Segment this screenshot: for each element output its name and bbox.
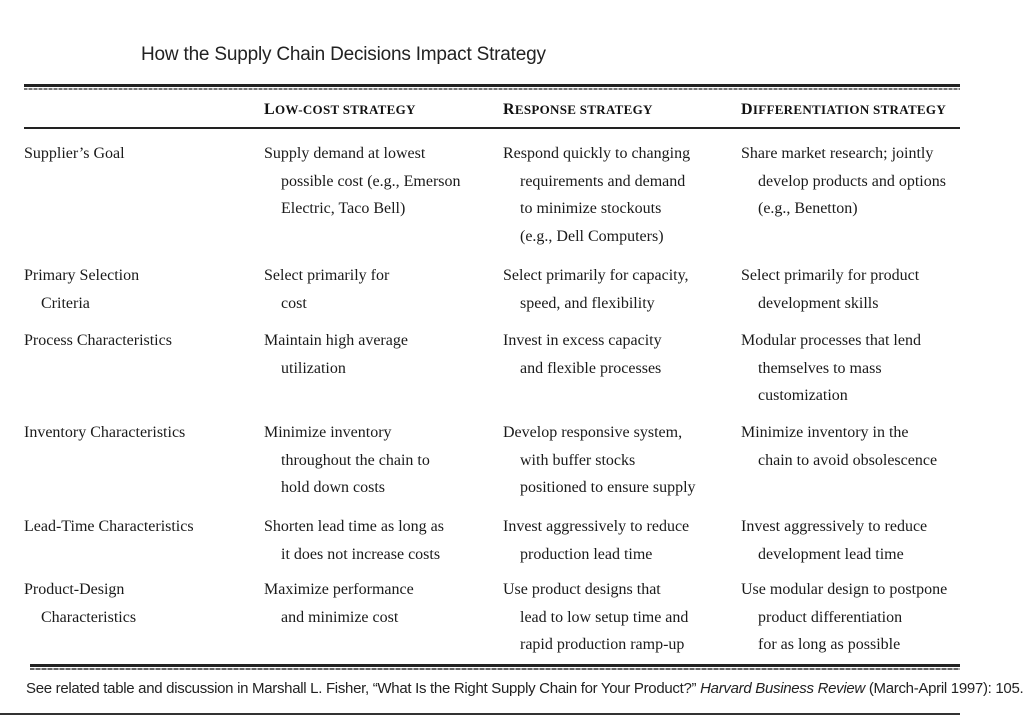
cell-line: (e.g., Benetton): [758, 200, 858, 217]
cell-line: production lead time: [520, 545, 653, 563]
row-label: [24, 576, 136, 631]
cell-line: (e.g., Dell Computers): [520, 227, 664, 245]
response-cell: [503, 327, 662, 382]
differentiation-cell: [741, 327, 921, 410]
cell-line: Invest in excess capacity: [503, 332, 662, 349]
low-cost-cell: [264, 327, 408, 382]
cell-line: Maintain high average: [264, 332, 408, 349]
page-title: How the Supply Chain Decisions Impact Strategy: [141, 44, 546, 65]
row-label: [24, 513, 194, 541]
cell-line: Primary Selection: [24, 267, 140, 284]
top-rule: [24, 84, 960, 87]
footnote-prefix: See related table and discussion in Marshall L. Fisher, “What Is the Right Supply Chain for Your Product?”: [26, 680, 697, 697]
differentiation-cell: [741, 419, 937, 474]
cell-line: Lead-Time Characteristics: [24, 518, 194, 535]
cell-line: it does not increase costs: [281, 545, 441, 563]
cell-line: develop products and options: [758, 172, 946, 190]
response-cell: [503, 140, 690, 250]
row-label: [24, 327, 172, 355]
cell-line: development lead time: [758, 545, 904, 563]
differentiation-cell: [741, 576, 947, 659]
bottom-rule: [30, 664, 960, 667]
cell-line: Supply demand at lowest: [264, 145, 426, 162]
column-header-low-cost: LOW-COST STRATEGY: [264, 101, 416, 118]
cell-line: Minimize inventory: [264, 424, 392, 441]
cell-line: and flexible processes: [520, 359, 662, 377]
differentiation-cell: [741, 140, 946, 223]
cell-line: Use product designs that: [503, 581, 661, 598]
response-cell: [503, 576, 688, 659]
cell-line: Shorten lead time as long as: [264, 518, 444, 535]
cell-line: Minimize inventory in the: [741, 424, 909, 441]
cell-line: Criteria: [41, 294, 90, 312]
cell-line: Select primarily for capacity,: [503, 267, 689, 284]
low-cost-cell: [264, 419, 430, 502]
cell-line: Develop responsive system,: [503, 424, 683, 441]
low-cost-cell: [264, 140, 461, 223]
cell-line: with buffer stocks: [520, 451, 636, 469]
footnote-suffix: (March-April 1997): 105.: [868, 680, 1023, 697]
cell-line: Characteristics: [41, 608, 137, 626]
cell-line: hold down costs: [281, 479, 385, 496]
row-label: [24, 262, 139, 317]
footnote-journal: Harvard Business Review: [700, 680, 865, 697]
top-rule-shadow: [24, 88, 960, 90]
cell-line: Select primarily for: [264, 267, 390, 284]
header-rule: [24, 127, 960, 129]
cell-line: Supplier’s Goal: [24, 145, 125, 162]
cell-line: and minimize cost: [281, 608, 399, 626]
row-label: [24, 419, 185, 447]
cell-line: Share market research; jointly: [741, 145, 934, 162]
cell-line: Invest aggressively to reduce: [503, 518, 690, 535]
cell-line: themselves to mass: [758, 359, 882, 377]
cell-line: Inventory Characteristics: [24, 424, 186, 441]
cell-line: possible cost (e.g., Emerson: [281, 172, 461, 190]
cell-line: Invest aggressively to reduce: [741, 518, 928, 535]
cell-line: to minimize stockouts: [520, 200, 662, 217]
cell-line: positioned to ensure supply: [520, 479, 696, 496]
differentiation-cell: [741, 262, 919, 317]
low-cost-cell: [264, 576, 414, 631]
cell-line: chain to avoid obsolescence: [758, 451, 938, 469]
cell-line: Product-Design: [24, 581, 125, 598]
cell-line: Electric, Taco Bell): [281, 200, 406, 217]
cell-line: Maximize performance: [264, 581, 414, 598]
cell-line: product differentiation: [758, 608, 903, 626]
low-cost-cell: [264, 513, 444, 568]
cell-line: Modular processes that lend: [741, 332, 921, 349]
cell-line: for as long as possible: [758, 636, 901, 653]
response-cell: [503, 262, 689, 317]
cell-line: lead to low setup time and: [520, 608, 689, 626]
cell-line: customization: [758, 387, 848, 404]
bottom-rule-shadow: [30, 668, 960, 670]
cell-line: requirements and demand: [520, 172, 686, 190]
cell-line: Select primarily for product: [741, 267, 920, 284]
source-footnote: [26, 680, 1023, 697]
row-label: [24, 140, 125, 168]
low-cost-cell: [264, 262, 389, 317]
cell-line: Use modular design to postpone: [741, 581, 948, 598]
cell-line: cost: [281, 294, 307, 312]
cell-line: rapid production ramp-up: [520, 636, 685, 653]
cell-line: speed, and flexibility: [520, 294, 655, 312]
cell-line: utilization: [281, 359, 346, 377]
column-header-differentiation: DIFFERENTIATION STRATEGY: [741, 101, 947, 118]
differentiation-cell: [741, 513, 927, 568]
response-cell: [503, 513, 689, 568]
cell-line: development skills: [758, 294, 879, 312]
page-edge-rule: [0, 713, 960, 715]
cell-line: throughout the chain to: [281, 451, 430, 469]
cell-line: Respond quickly to changing: [503, 145, 691, 162]
response-cell: [503, 419, 696, 502]
column-header-response: RESPONSE STRATEGY: [503, 101, 653, 118]
cell-line: Process Characteristics: [24, 332, 172, 349]
